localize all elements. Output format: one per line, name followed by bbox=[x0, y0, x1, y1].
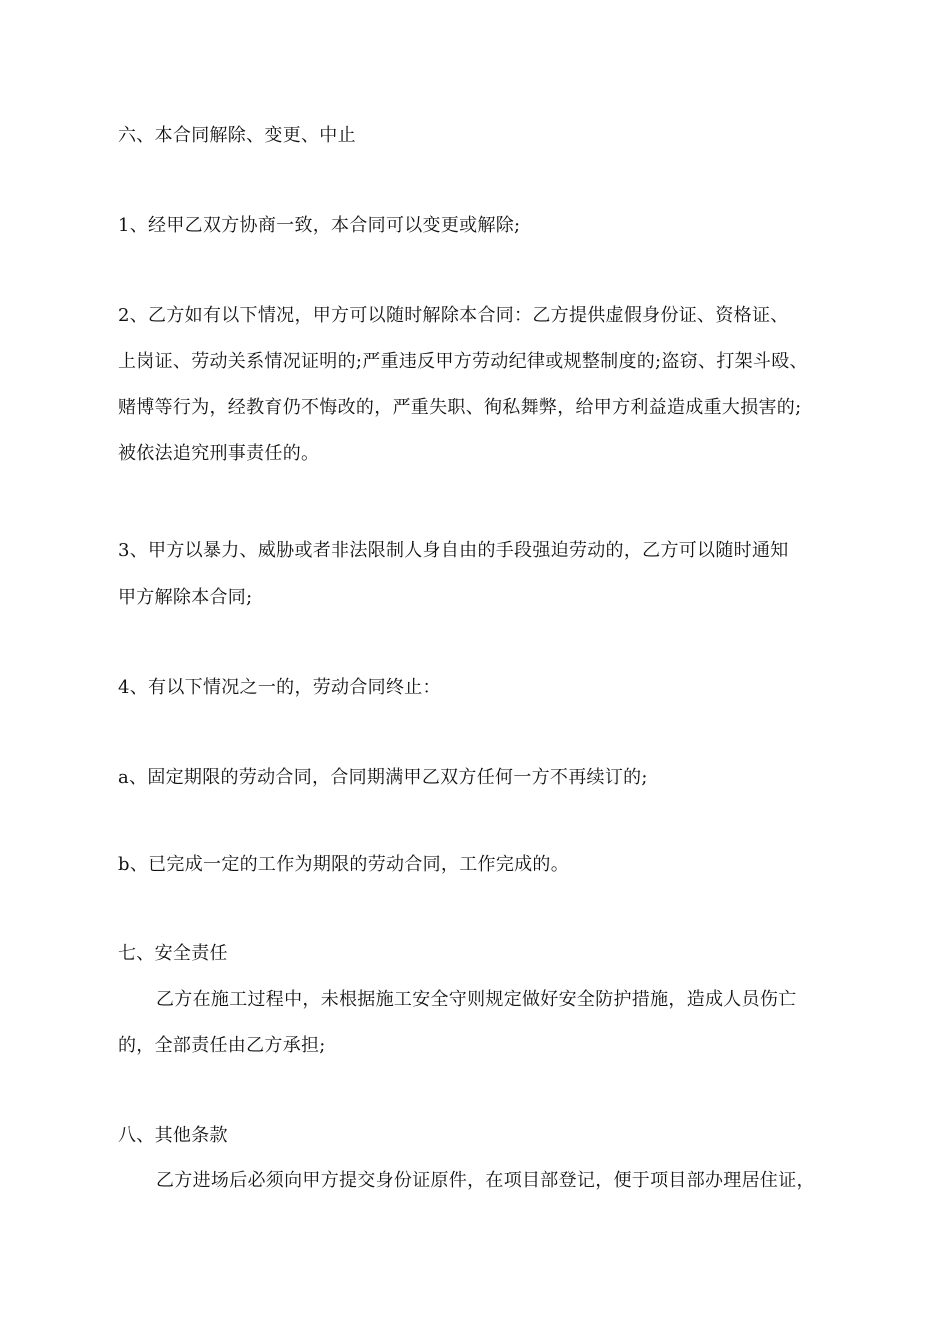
section-6-heading: 六、本合同解除、变更、中止 bbox=[118, 125, 356, 146]
clause-6-2-line-1: 2、乙方如有以下情况，甲方可以随时解除本合同：乙方提供虚假身份证、资格证、 bbox=[118, 305, 789, 326]
clause-6-2-line-4: 被依法追究刑事责任的。 bbox=[118, 443, 320, 464]
clause-6-4-a: a、固定期限的劳动合同，合同期满甲乙双方任何一方不再续订的; bbox=[118, 767, 648, 788]
clause-6-2-line-3: 赌博等行为，经教育仍不悔改的，严重失职、徇私舞弊，给甲方利益造成重大损害的; bbox=[118, 397, 802, 418]
clause-6-3-line-1: 3、甲方以暴力、威胁或者非法限制人身自由的手段强迫劳动的，乙方可以随时通知 bbox=[118, 540, 789, 561]
section-8-heading: 八、其他条款 bbox=[118, 1125, 228, 1146]
section-7-body-line-2: 的，全部责任由乙方承担; bbox=[118, 1035, 326, 1056]
clause-6-3-line-2: 甲方解除本合同; bbox=[118, 587, 253, 608]
clause-6-2-line-2: 上岗证、劳动关系情况证明的;严重违反甲方劳动纪律或规整制度的;盗窃、打架斗殴、 bbox=[118, 351, 808, 372]
clause-6-4: 4、有以下情况之一的，劳动合同终止： bbox=[118, 677, 441, 698]
section-8-body-line-1: 乙方进场后必须向甲方提交身份证原件，在项目部登记，便于项目部办理居住证， bbox=[156, 1170, 815, 1191]
clause-6-1: 1、经甲乙双方协商一致，本合同可以变更或解除; bbox=[118, 215, 521, 236]
section-7-heading: 七、安全责任 bbox=[118, 943, 228, 964]
clause-6-4-b: b、已完成一定的工作为期限的劳动合同，工作完成的。 bbox=[118, 854, 570, 875]
section-7-body-line-1: 乙方在施工过程中，未根据施工安全守则规定做好安全防护措施，造成人员伤亡 bbox=[156, 989, 797, 1010]
